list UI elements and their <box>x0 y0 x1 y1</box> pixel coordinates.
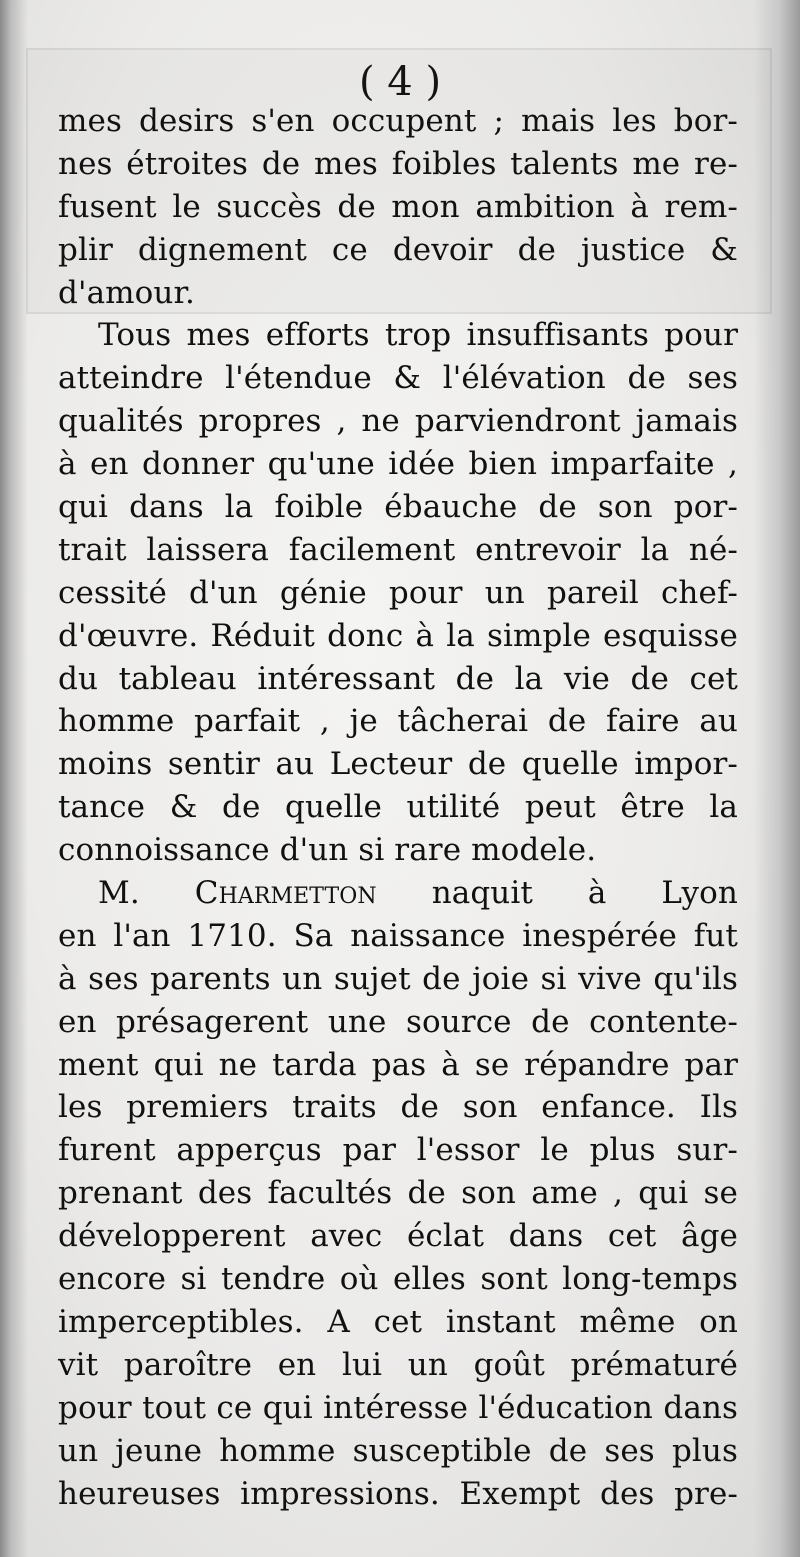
text-line: du tableau intéressant de la vie de cet <box>58 660 738 697</box>
text-line: qui dans la foible ébauche de son por- <box>58 489 738 526</box>
text-line: en l'an 1710. Sa naissance inespérée fut <box>58 917 738 954</box>
text-line: furent apperçus par l'essor le plus sur- <box>58 1132 738 1169</box>
author-name: Charmetton <box>194 875 377 912</box>
text-line: d'œuvre. Réduit donc à la simple esquisse <box>58 617 738 654</box>
body-text <box>58 100 738 1515</box>
text-line: heureuses impressions. Exempt des pre- <box>58 1475 738 1512</box>
text-line: trait laissera facilement entrevoir la né- <box>58 531 738 568</box>
text-line: qualités propres , ne parviendront jamais <box>58 403 738 440</box>
text-line: en présagerent une source de contente- <box>58 1003 738 1040</box>
text-line: ment qui ne tarda pas à se répandre par <box>58 1046 738 1083</box>
paragraph-start-line: M. Charmetton naquit à Lyon <box>98 875 738 912</box>
text-line: à ses parents un sujet de joie si vive qu'ils <box>58 960 738 997</box>
text-line: imperceptibles. A cet instant même on <box>58 1303 738 1340</box>
text-line: atteindre l'étendue & l'élévation de ses <box>58 360 738 397</box>
text-line: prenant des facultés de son ame , qui se <box>58 1175 738 1212</box>
text-line: moins sentir au Lecteur de quelle impor- <box>58 746 738 783</box>
text-line: à en donner qu'une idée bien imparfaite , <box>58 446 738 483</box>
text-line: plir dignement ce devoir de justice & <box>58 231 738 268</box>
text-line: homme parfait , je tâcherai de faire au <box>58 703 738 740</box>
text-line: développerent avec éclat dans cet âge <box>58 1218 738 1255</box>
text-line: mes desirs s'en occupent ; mais les bor- <box>58 103 738 139</box>
text-line: cessité d'un génie pour un pareil chef- <box>58 574 738 611</box>
text-line: connoissance d'un si rare modele. <box>58 832 597 869</box>
paragraph-start-line: Tous mes efforts trop insuffisants pour <box>98 317 738 354</box>
text-line: vit paroître en lui un goût prématuré <box>58 1346 738 1383</box>
text-line: encore si tendre où elles sont long-temps <box>58 1261 738 1298</box>
text-line: un jeune homme susceptible de ses plus <box>58 1432 738 1469</box>
text-line: d'amour. <box>58 274 195 311</box>
text-line: les premiers traits de son enfance. Ils <box>58 1089 738 1126</box>
page-number: ( 4 ) <box>358 59 442 105</box>
page-edge-left <box>0 0 28 1557</box>
text-line: nes étroites de mes foibles talents me re- <box>58 145 738 182</box>
text-line: fusent le succès de mon ambition à rem- <box>58 188 738 225</box>
text-line: tance & de quelle utilité peut être la <box>58 789 738 826</box>
text-line: pour tout ce qui intéresse l'éducation dans <box>58 1389 738 1426</box>
